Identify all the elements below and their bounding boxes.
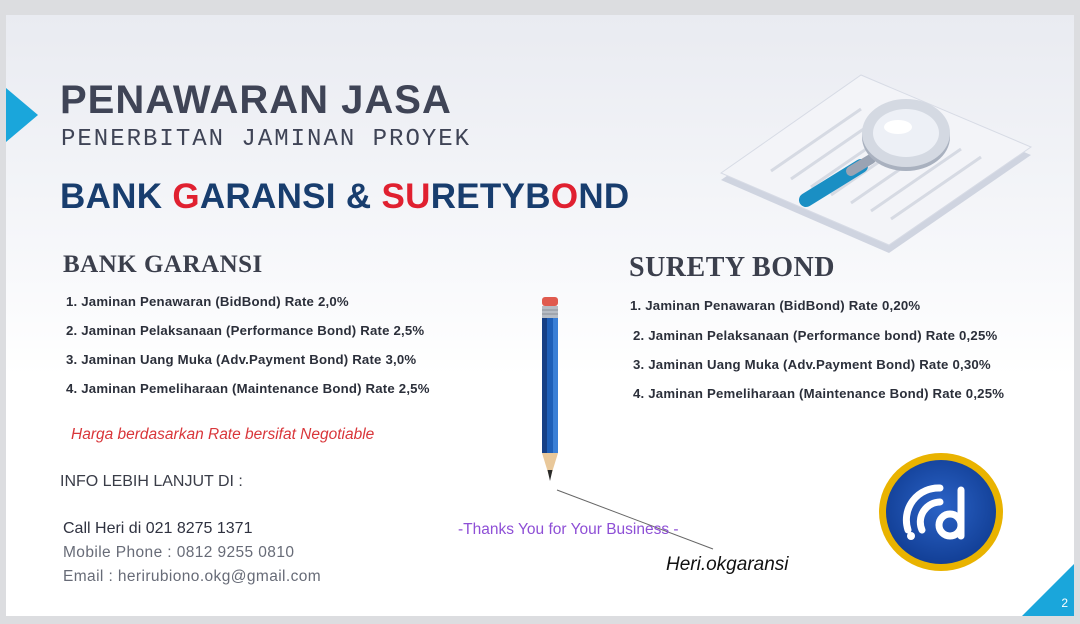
list-item: 2. Jaminan Pelaksanaan (Performance Bond) Rate 2,5% — [66, 323, 425, 338]
list-item: 4. Jaminan Pemeliharaan (Maintenance Bond) Rate 2,5% — [66, 381, 430, 396]
list-item: 4. Jaminan Pemeliharaan (Maintenance Bond) Rate 0,25% — [633, 386, 1005, 401]
page-number: 2 — [1061, 596, 1068, 610]
contact-email: Email : herirubiono.okg@gmail.com — [63, 568, 322, 585]
thanks-text: -Thanks You for Your Business - — [458, 521, 679, 538]
headline-part-highlight: SU — [381, 177, 431, 216]
list-item: 3. Jaminan Uang Muka (Adv.Payment Bond) Rate 0,30% — [633, 357, 991, 372]
page-subtitle: PENERBITAN JAMINAN PROYEK — [61, 126, 472, 153]
list-item: 1. Jaminan Penawaran (BidBond) Rate 0,20% — [630, 298, 921, 313]
headline-part-highlight: O — [550, 177, 579, 216]
page-title: PENAWARAN JASA — [60, 78, 452, 122]
list-item: 1. Jaminan Penawaran (BidBond) Rate 2,0% — [66, 294, 349, 309]
headline-part: RETYB — [430, 177, 551, 216]
accent-arrow — [6, 88, 38, 142]
list-item: 3. Jaminan Uang Muka (Adv.Payment Bond) Rate 3,0% — [66, 352, 417, 367]
negotiable-note: Harga berdasarkan Rate bersifat Negotiable — [71, 426, 375, 443]
info-heading: INFO LEBIH LANJUT DI : — [60, 473, 243, 490]
okgaransi-logo-icon — [878, 452, 1008, 577]
contact-call: Call Heri di 021 8275 1371 — [63, 520, 253, 537]
headline — [60, 177, 630, 217]
contact-mobile: Mobile Phone : 0812 9255 0810 — [63, 544, 295, 561]
slide — [6, 15, 1074, 616]
headline-part-highlight: G — [172, 177, 200, 216]
surety-bond-heading: SURETY BOND — [629, 252, 835, 283]
magnifier-document-icon — [711, 63, 1041, 263]
headline-part: ARANSI & — [199, 177, 382, 216]
signature-leader-line — [551, 485, 721, 555]
list-item: 2. Jaminan Pelaksanaan (Performance bond) Rate 0,25% — [633, 328, 998, 343]
bank-garansi-heading: BANK GARANSI — [63, 251, 263, 278]
pencil-icon — [536, 297, 564, 487]
signature: Heri.okgaransi — [666, 554, 789, 575]
headline-part: BANK — [60, 177, 173, 216]
headline-part: ND — [578, 177, 630, 216]
